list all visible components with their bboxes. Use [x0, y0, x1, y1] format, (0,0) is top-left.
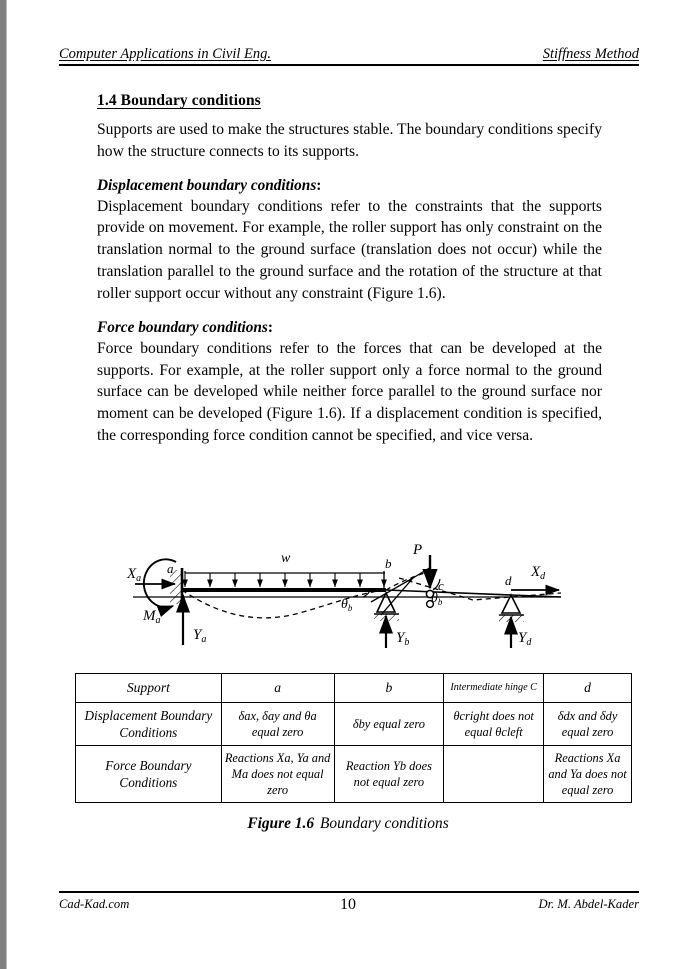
table-header-row: [76, 674, 632, 703]
cell-force-a: Reactions Xa, Ya and Ma does not equal zero: [221, 745, 334, 802]
label-Xd: $X_d$: [531, 564, 546, 582]
table-row: [76, 702, 632, 745]
running-head-right: Stiffness Method: [542, 46, 639, 62]
label-P: P: [413, 542, 423, 558]
figure-caption-text: Boundary conditions: [320, 815, 449, 832]
footer-left: Cad-Kad.com: [59, 897, 130, 911]
figure-caption: [7, 815, 688, 833]
row-label-force: [76, 745, 222, 802]
intro-paragraph: Supports are used to make the structures stable. The boundary conditions specify how the structure connects to its supports.: [97, 121, 602, 160]
label-Yb: $Y_b$: [396, 630, 410, 648]
cell-displacement-a: δax, δay and θa equal zero: [221, 702, 334, 745]
row-label-displacement-line1: Displacement Boundary: [84, 707, 213, 723]
section-heading: 1.4 Boundary conditions: [97, 92, 261, 109]
footer-rule: [59, 891, 639, 893]
cell-displacement-d: δdx and δdy equal zero: [544, 702, 632, 745]
figure-number: Figure 1.6: [247, 815, 315, 832]
displacement-heading-text: Displacement boundary conditions: [97, 176, 317, 194]
row-label-force-line2: Conditions: [119, 775, 178, 791]
cell-displacement-b: δby equal zero: [334, 702, 444, 745]
beam-diagram-svg: [113, 540, 583, 670]
table-header-d: d: [544, 674, 632, 703]
label-Ma: $M_a$: [143, 608, 161, 626]
force-heading-text: Force boundary conditions: [97, 318, 268, 336]
row-label-force-line1: Force Boundary: [105, 758, 192, 774]
label-node-b: b: [385, 556, 392, 571]
cell-displacement-c: θcright does not equal θcleft: [444, 702, 544, 745]
table-header-hinge-c: Intermediate hinge C: [444, 674, 544, 703]
row-label-displacement-line2: Conditions: [119, 724, 178, 740]
label-Xa: $X_a$: [127, 566, 142, 584]
beam-segment-bd: [386, 590, 561, 597]
deflected-shape-ab: [182, 590, 386, 618]
label-w: w: [281, 551, 291, 566]
page-content: [97, 92, 602, 447]
table-header-b: b: [334, 674, 444, 703]
displacement-paragraph: Displacement boundary conditions refer to the constraints that the supports provide on movement. For example, the roller support has only constraint on the translation normal to the ground surface (translation does not occur) while the translation parallel to the ground surface and the rotation of the structure at that roller support occur without any constraint (Figure 1.6).: [97, 197, 602, 302]
displacement-heading: [97, 177, 602, 195]
label-node-a: a: [167, 561, 174, 576]
label-node-d: d: [505, 573, 512, 588]
table-row: [76, 745, 632, 802]
label-theta-b-left: $\theta_b$: [341, 597, 353, 613]
page-number: 10: [340, 896, 356, 913]
cell-force-d: Reactions Xa and Ya does not equal zero: [544, 745, 632, 802]
running-head: [59, 46, 639, 66]
heading-colon-1: :: [316, 176, 322, 194]
running-head-left: Computer Applications in Civil Eng.: [59, 46, 271, 62]
label-Ya: $Y_a$: [193, 627, 207, 645]
boundary-conditions-table: [75, 673, 632, 803]
table-header-a: a: [221, 674, 334, 703]
figure-1-6: [7, 540, 688, 670]
label-node-c: c: [438, 578, 444, 593]
label-theta-b-right: $\theta_b$: [431, 591, 443, 607]
document-page: [6, 0, 688, 969]
cell-force-c: [444, 745, 544, 802]
heading-colon-2: :: [267, 318, 273, 336]
label-Yd: $Y_d$: [518, 630, 532, 648]
table-header-support: Support: [76, 674, 222, 703]
cell-force-b: Reaction Yb does not equal zero: [334, 745, 444, 802]
footer-right: Dr. M. Abdel-Kader: [538, 897, 639, 911]
force-heading: [97, 319, 602, 337]
force-paragraph: Force boundary conditions refer to the forces that can be developed at the supports. For example, at the roller support only a force normal to the ground surface can be developed while neither force parallel to the ground surface nor moment can be developed (Figure 1.6). If a displacement condition is specified, the corresponding force condition cannot be specified, and vice versa.: [97, 339, 602, 445]
row-label-displacement: [76, 702, 222, 745]
